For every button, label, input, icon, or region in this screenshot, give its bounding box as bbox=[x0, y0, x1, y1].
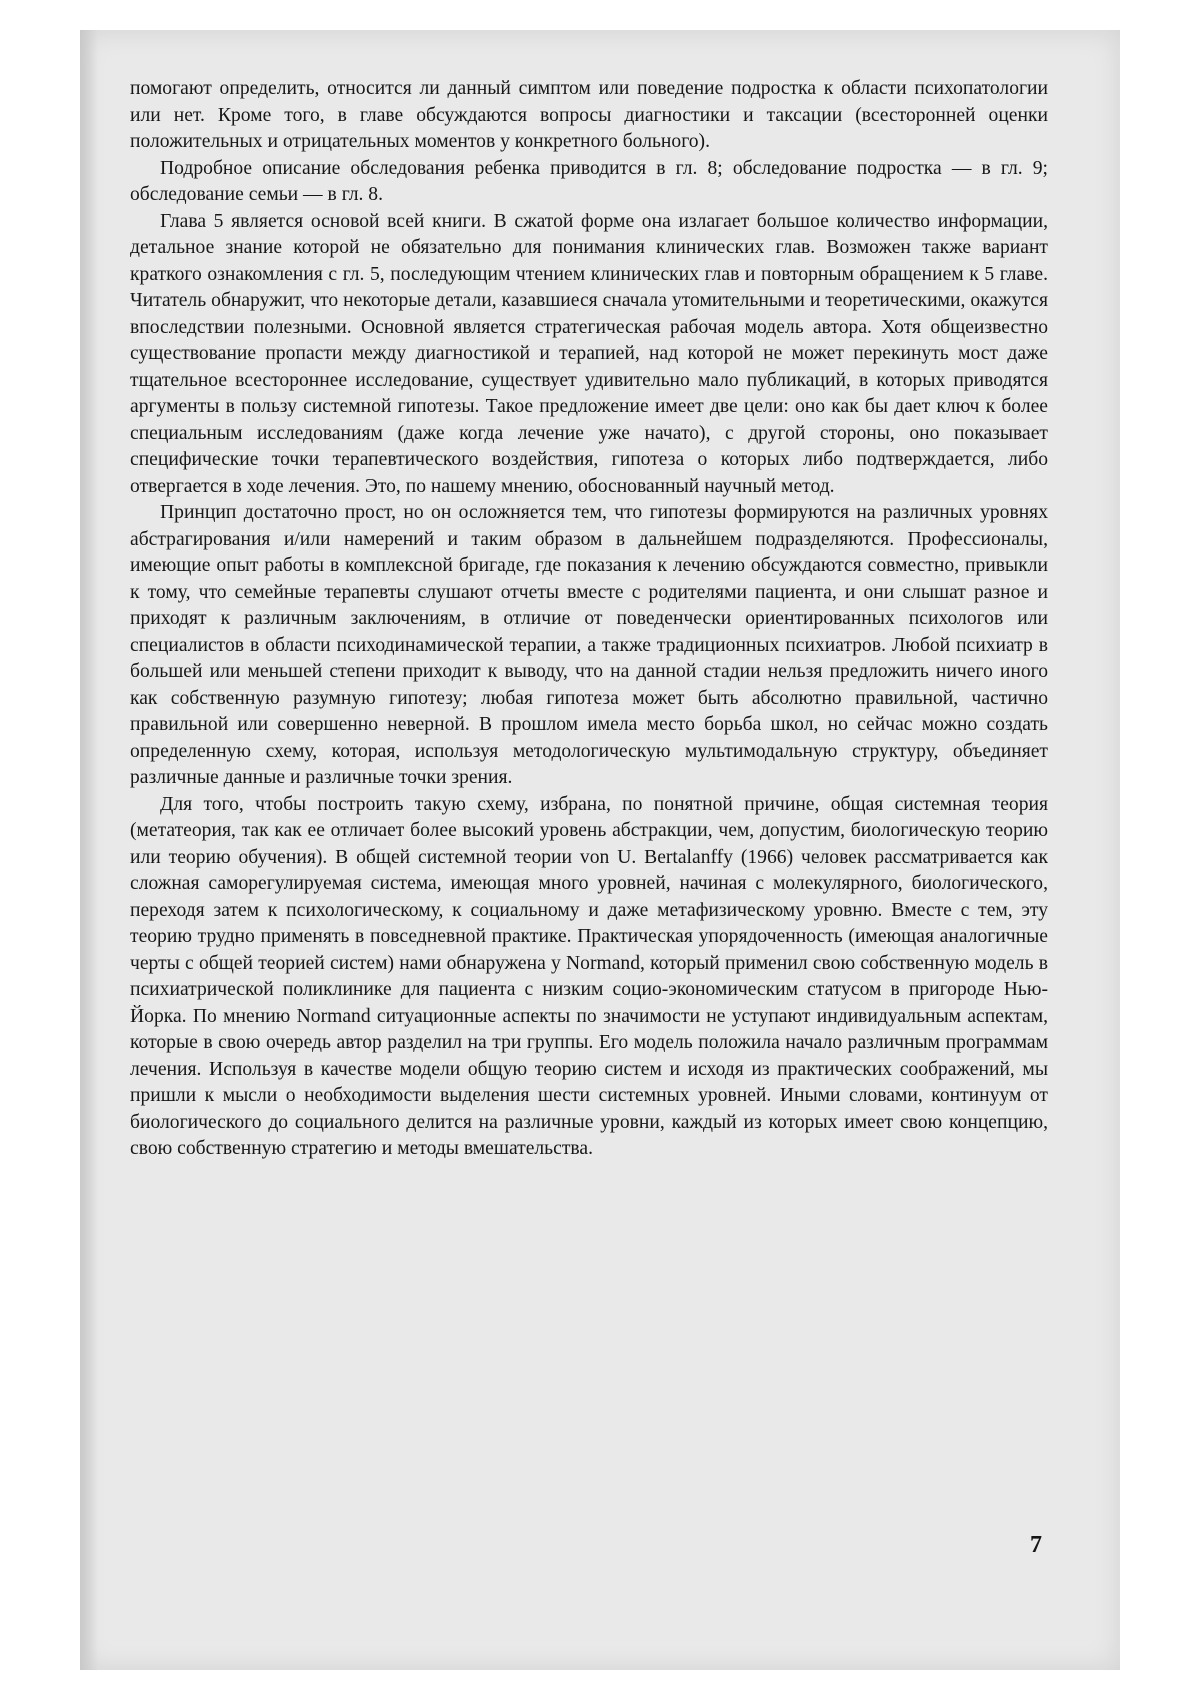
paragraph-examination-chapters: Подробное описание обследования ребенка приводится в гл. 8; обследование подростка — в гл. 9; обследование семьи — в гл. 8. bbox=[130, 157, 1048, 205]
paragraph-principle: Принцип достаточно прост, но он осложняется тем, что гипотезы формируются на различных уровнях абстрагирования и/или намерений и таким образом в дальнейшем подразделяются. Профессионалы, имеющие опыт работы в комплексной бригаде, где показания к лечению обсуждаются совместно, привыкли к тому, что семейные терапевты слушают отчеты вместе с родителями пациента, и они слышат разное и приходят к различным заключениям, в отличие от поведенчески ориентированных психологов или специалистов в области психодинамической терапии, а также традиционных психиатров. Любой психиатр в большей или меньшей степени приходит к выводу, что на данной стадии нельзя предложить ничего иного как собственную разумную гипотезу; любая гипотеза может быть абсолютно правильной, частично правильной или совершенно неверной. В прошлом имела место борьба школ, но сейчас можно создать определенную схему, которая, используя методологическую мультимодальную структуру, объединяет различные данные и различные точки зрения. bbox=[130, 502, 1048, 788]
paragraph-systems-theory: Для того, чтобы построить такую схему, избрана, по понятной причине, общая системная теория (метатеория, так как ее отличает более высокий уровень абстракции, чем, допустим, биологическую теорию или теорию обучения). В общей системной теории von U. Bertalanffy (1966) человек рассматривается как сложная саморегулируемая система, имеющая много уровней, начиная с молекулярного, биологического, переходя затем к психологическому, к социальному и даже метафизическому уровню. Вместе с тем, эту теорию трудно применять в повседневной практике. Практическая упорядоченность (имеющая аналогичные черты с общей теорией систем) нами обнаружена у Normand, который применил свою собственную модель в психиатрической поликлинике для пациента с низким социо-экономическим статусом в пригороде Нью-Йорка. По мнению Normand ситуационные аспекты по значимости не уступают индивидуальным аспектам, которые в свою очередь автор разделил на три группы. Его модель положила начало различным программам лечения. Используя в качестве модели общую теорию систем и исходя из практических соображений, мы пришли к мысли о необходимости выделения шести системных уровней. Иными словами, континуум от биологического до социального делится на различные уровни, каждый из которых имеет свою концепцию, свою собственную стратегию и методы вмешательства. bbox=[130, 793, 1048, 1159]
body-text bbox=[130, 76, 1048, 1163]
page-number: 7 bbox=[1030, 1532, 1042, 1558]
paragraph-chapter-five: Глава 5 является основой всей книги. В сжатой форме она излагает большое количество информации, детальное знание которой не обязательно для понимания клинических глав. Возможен также вариант краткого ознакомления с гл. 5, последующим чтением клинических глав и повторным обращением к 5 главе. Читатель обнаружит, что некоторые детали, казавшиеся сначала утомительными и теоретическими, окажутся впоследствии полезными. Основной является стратегическая рабочая модель автора. Хотя общеизвестно существование пропасти между диагностикой и терапией, над которой не может перекинуть мост даже тщательное всестороннее исследование, существует удивительно мало публикаций, в которых приводятся аргументы в пользу системной гипотезы. Такое предложение имеет две цели: оно как бы дает ключ к более специальным исследованиям (даже когда лечение уже начато), с другой стороны, оно показывает специфические точки терапевтического воздействия, гипотеза о которых либо подтверждается, либо отвергается в ходе лечения. Это, по нашему мнению, обоснованный научный метод. bbox=[130, 210, 1048, 497]
paragraph-continuation: помогают определить, относится ли данный симптом или поведение подростка к области психопатологии или нет. Кроме того, в главе обсуждаются вопросы диагностики и таксации (всесторонней оценки положительных и отрицательных моментов у конкретного больного). bbox=[130, 78, 1048, 152]
page-binding-shadow bbox=[80, 30, 98, 1670]
